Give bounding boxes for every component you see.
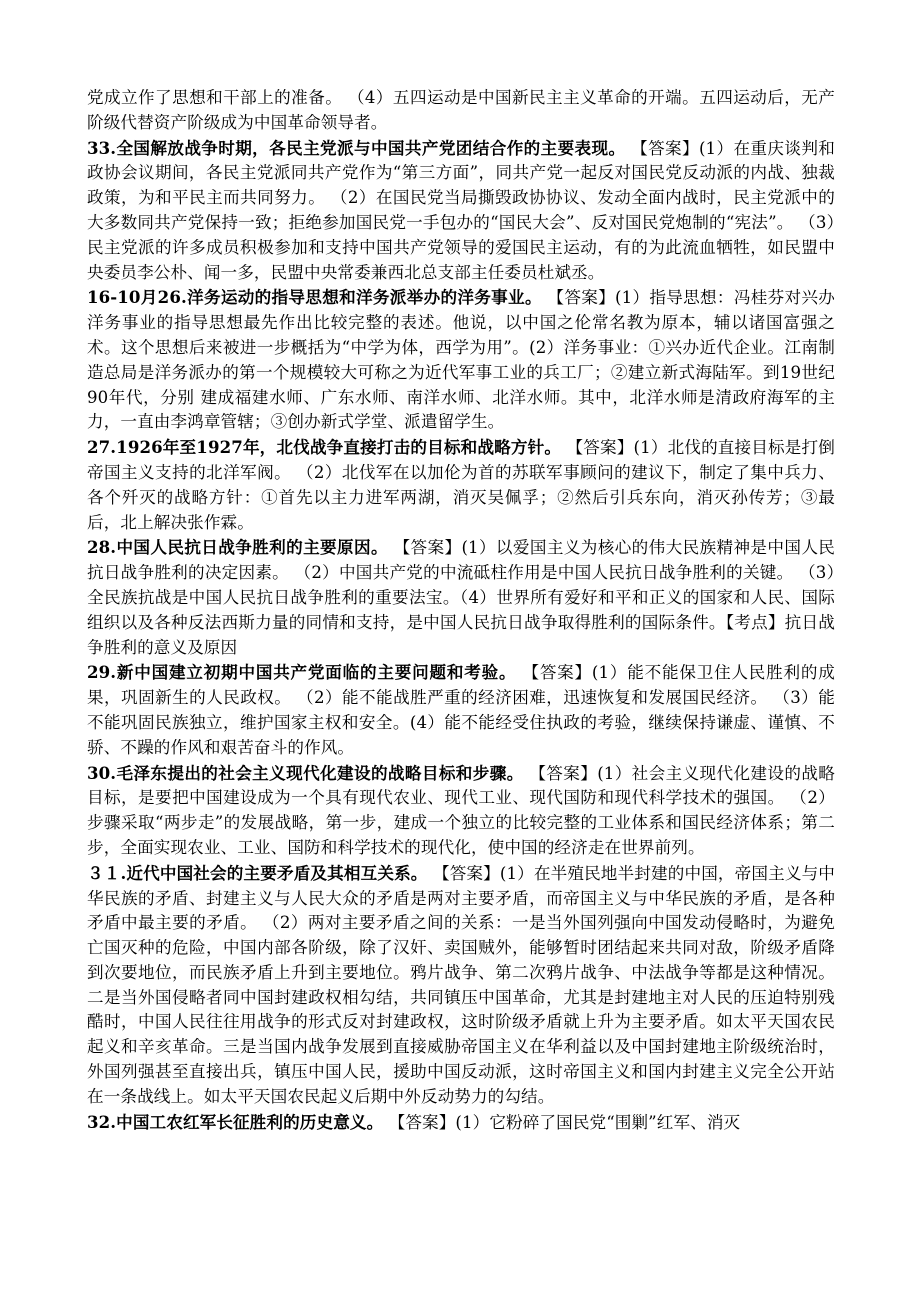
- answer-text: 【答案】(1）以爱国主义为核心的伟大民族精神是中国人民抗日战争胜利的决定因素。 （2）中国共产党的中流砥柱作用是中国人民抗日战争胜利的关键。 （3）全民族抗战是中国人民抗日战争胜利的重要法宝。（4）世界所有爱好和平和正义的国家和人民、国际组织以及各种反法西斯力量的同情和支持，是中国人民抗日战争取得胜利的国际条件。【考点】抗日战争胜利的意义及原因: [87, 538, 835, 657]
- question-text: 中国工农红军长征胜利的历史意义。: [116, 1111, 384, 1132]
- paragraph-q32-continued: [87, 86, 835, 136]
- paragraph-q27: [87, 435, 835, 535]
- paragraph-q31: [87, 861, 835, 1110]
- question-number: 16-10月26.: [87, 287, 187, 308]
- question-number: 33.: [87, 137, 117, 158]
- answer-text: 【答案】(1）北伐的直接目标是打倒帝国主义支持的北洋军阀。 （2）北伐军在以加伦为首的苏联军事顾问的建议下，制定了集中兵力、各个歼灭的战略方针：①首先以主力进军两湖，消灭吴佩孚；②然后引兵东向，消灭孙传芳；③最后，北上解决张作霖。: [87, 438, 835, 532]
- answer-text: 【答案】(1）它粉碎了国民党“围剿”红军、消灭: [383, 1112, 741, 1132]
- answer-text: 【答案】(1）能不能保卫住人民胜利的成果，巩固新生的人民政权。 （2）能不能战胜严重的经济困难，迅速恢复和发展国民经济。 （3）能不能巩固民族独立，维护国家主权和安全。(4）能不能经受住执政的考验，继续保持谦虚、谨慎、不骄、不躁的作风和艰苦奋斗的作风。: [87, 663, 835, 757]
- paragraph-q30: [87, 761, 835, 861]
- question-text: 新中国建立初期中国共产党面临的主要问题和考验。: [116, 662, 517, 683]
- question-number: 29.: [87, 662, 117, 683]
- question-number: ３１.: [87, 862, 127, 883]
- paragraph-q29: [87, 660, 835, 760]
- paragraph-q28: [87, 535, 835, 660]
- document-page: [87, 86, 835, 1135]
- answer-text: 【答案】(1）指导思想：冯桂芬对兴办洋务事业的指导思想最先作出比较完整的表述。他说，以中国之伦常名教为原本，辅以诸国富强之术。这个思想后来被进一步概括为“中学为体，西学为用”。(2）洋务事业：①兴办近代企业。江南制造总局是洋务派办的第一个规模较大可称之为近代军事工业的兵工厂；②建立新式海陆军。到19世纪90年代，分别 建成福建水师、广东水师、南洋水师、北洋水师。其中，北洋水师是清政府海军的主力，一直由李鸿章管辖；③创办新式学堂、派遣留学生。: [87, 288, 835, 432]
- question-number: 27.: [87, 437, 117, 458]
- question-text: 1926年至1927年，北伐战争直接打击的目标和战略方针。: [116, 437, 562, 458]
- question-number: 32.: [87, 1111, 117, 1132]
- question-text: 洋务运动的指导思想和洋务派举办的洋务事业。: [186, 287, 542, 308]
- question-number: 30.: [87, 762, 117, 783]
- question-text: 中国人民抗日战争胜利的主要原因。: [116, 537, 388, 558]
- paragraph-q32: [87, 1110, 835, 1136]
- question-text: 毛泽东提出的社会主义现代化建设的战略目标和步骤。: [116, 762, 524, 783]
- paragraph-q26: [87, 285, 835, 435]
- paragraph-q33: [87, 136, 835, 286]
- answer-text: 【答案】(1）社会主义现代化建设的战略目标，是要把中国建设成为一个具有现代农业、现代工业、现代国防和现代科学技术的强国。 （2）步骤采取“两步走”的发展战略，第一步，建成一个独立的比较完整的工业体系和国民经济体系；第二步，全面实现农业、工业、国防和科学技术的现代化，使中国的经济走在世界前列。: [87, 763, 835, 857]
- answer-text: 党成立作了思想和干部上的准备。 （4）五四运动是中国新民主主义革命的开端。五四运动后，无产阶级代替资产阶级成为中国革命领导者。: [87, 88, 835, 132]
- question-number: 28.: [87, 537, 117, 558]
- question-text: 全国解放战争时期，各民主党派与中国共产党团结合作的主要表现。: [116, 137, 626, 158]
- answer-text: 【答案】(1）在半殖民地半封建的中国，帝国主义与中华民族的矛盾、封建主义与人民大众的矛盾是两对主要矛盾，而帝国主义与中华民族的矛盾，是各种矛盾中最主要的矛盾。 （2）两对主要矛盾之间的关系：一是当外国列强向中国发动侵略时，为避免亡国灭种的危险，中国内部各阶级，除了汉奸、卖国贼外，能够暂时团结起来共同对敌，阶级矛盾降到次要地位，而民族矛盾上升到主要地位。鸦片战争、第二次鸦片战争、中法战争等都是这种情况。 二是当外国侵略者同中国封建政权相勾结，共同镇压中国革命，尤其是封建地主对人民的压迫特别残酷时，中国人民往往用战争的形式反对封建政权，这时阶级矛盾就上升为主要矛盾。如太平天国农民起义和辛亥革命。三是当国内战争发展到直接威胁帝国主义在华利益以及中国封建地主阶级统治时，外国列强甚至直接出兵，镇压中国人民，援助中国反动派，这时帝国主义和国内封建主义完全公开站在一条战线上。如太平天国农民起义后期中外反动势力的勾结。: [87, 863, 835, 1106]
- answer-text: 【答案】(1）在重庆谈判和政协会议期间，各民主党派同共产党作为“第三方面”，同共产党一起反对国民党反动派的内战、独裁政策，为和平民主而共同努力。 （2）在国民党当局撕毁政协协议、发动全面内战时，民主党派中的大多数同共产党保持一致；拒绝参加国民党一手包办的“国民大会”、反对国民党炮制的“宪法”。 （3）民主党派的许多成员积极参加和支持中国共产党领导的爱国民主运动，有的为此流血牺牲，如民盟中央委员李公朴、闻一多，民盟中央常委兼西北总支部主任委员杜斌丞。: [87, 138, 835, 282]
- question-text: 近代中国社会的主要矛盾及其相互关系。: [126, 862, 428, 883]
